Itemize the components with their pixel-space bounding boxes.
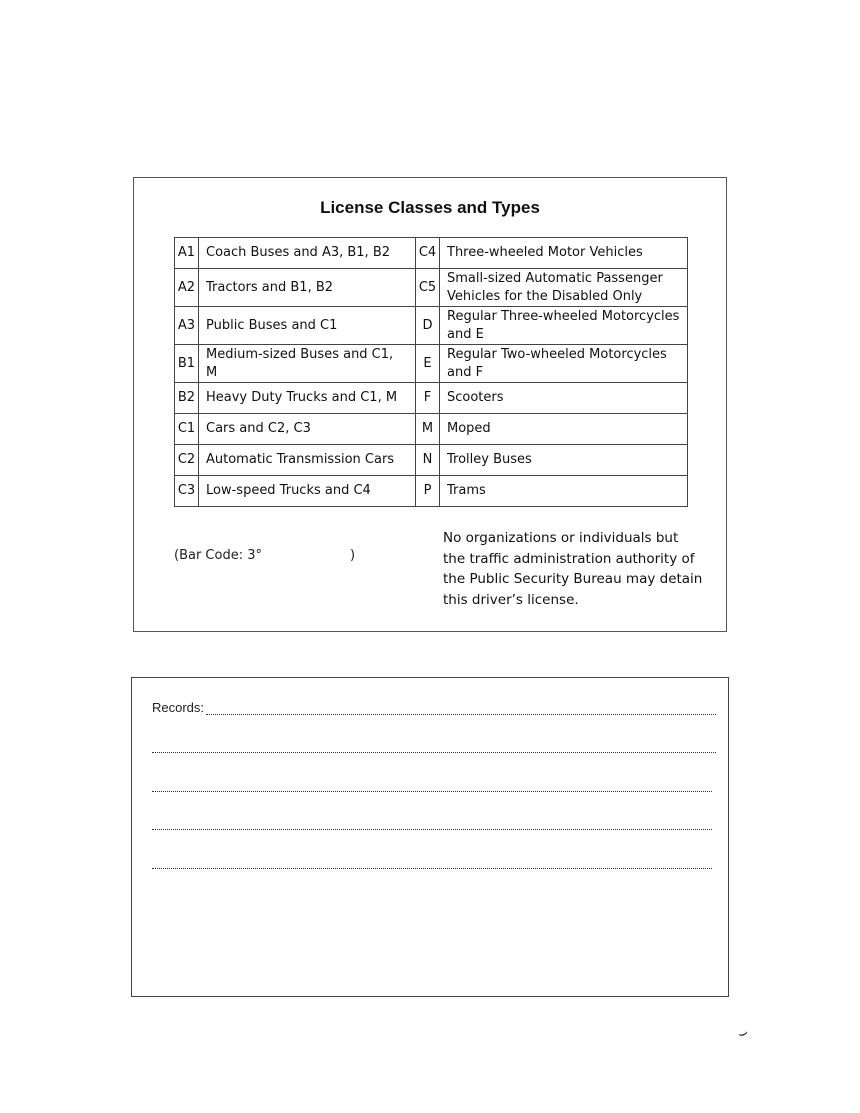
class-description: Automatic Transmission Cars: [199, 445, 416, 476]
table-row: [175, 445, 688, 476]
class-description: Low-speed Trucks and C4: [199, 476, 416, 507]
class-description: Regular Three-wheeled Motorcycles and E: [440, 307, 688, 345]
record-line[interactable]: [152, 791, 712, 792]
table-row: [175, 269, 688, 307]
class-code: C1: [175, 414, 199, 445]
class-code: D: [416, 307, 440, 345]
class-description: Trams: [440, 476, 688, 507]
corner-mark: ⌣: [735, 1023, 751, 1044]
class-description: Tractors and B1, B2: [199, 269, 416, 307]
class-description: Medium-sized Buses and C1, M: [199, 345, 416, 383]
class-code: C5: [416, 269, 440, 307]
record-line[interactable]: [152, 868, 712, 869]
barcode-close: ): [350, 548, 356, 563]
class-code: C3: [175, 476, 199, 507]
class-description: Small-sized Automatic Passenger Vehicles for the Disabled Only: [440, 269, 688, 307]
detention-notice: No organizations or individuals but the traffic administration authority of the Public Security Bureau may detain this driver’s license.: [443, 530, 703, 608]
table-row: [175, 414, 688, 445]
class-code: P: [416, 476, 440, 507]
table-row: [175, 238, 688, 269]
record-line[interactable]: [152, 829, 712, 830]
barcode-text: (Bar Code: 3°: [174, 548, 262, 563]
records-label: Records:: [152, 700, 205, 715]
table-row: [175, 345, 688, 383]
record-line[interactable]: [206, 714, 716, 715]
class-description: Cars and C2, C3: [199, 414, 416, 445]
class-code: B2: [175, 383, 199, 414]
class-code: A3: [175, 307, 199, 345]
class-code: A1: [175, 238, 199, 269]
class-description: Heavy Duty Trucks and C1, M: [199, 383, 416, 414]
class-description: Trolley Buses: [440, 445, 688, 476]
class-description: Coach Buses and A3, B1, B2: [199, 238, 416, 269]
class-description: Public Buses and C1: [199, 307, 416, 345]
class-description: Three-wheeled Motor Vehicles: [440, 238, 688, 269]
records-card: [131, 677, 729, 997]
class-code: E: [416, 345, 440, 383]
table-row: [175, 383, 688, 414]
class-description: Moped: [440, 414, 688, 445]
class-code: N: [416, 445, 440, 476]
class-code: C4: [416, 238, 440, 269]
class-code: B1: [175, 345, 199, 383]
table-row: [175, 307, 688, 345]
class-description: Regular Two-wheeled Motorcycles and F: [440, 345, 688, 383]
barcode-label: [174, 548, 355, 563]
card-title: License Classes and Types: [320, 198, 540, 217]
class-code: A2: [175, 269, 199, 307]
table-row: [175, 476, 688, 507]
class-code: F: [416, 383, 440, 414]
class-code: M: [416, 414, 440, 445]
class-code: C2: [175, 445, 199, 476]
license-classes-table: [174, 237, 688, 507]
record-line[interactable]: [152, 752, 716, 753]
class-description: Scooters: [440, 383, 688, 414]
license-classes-card: [133, 177, 727, 632]
